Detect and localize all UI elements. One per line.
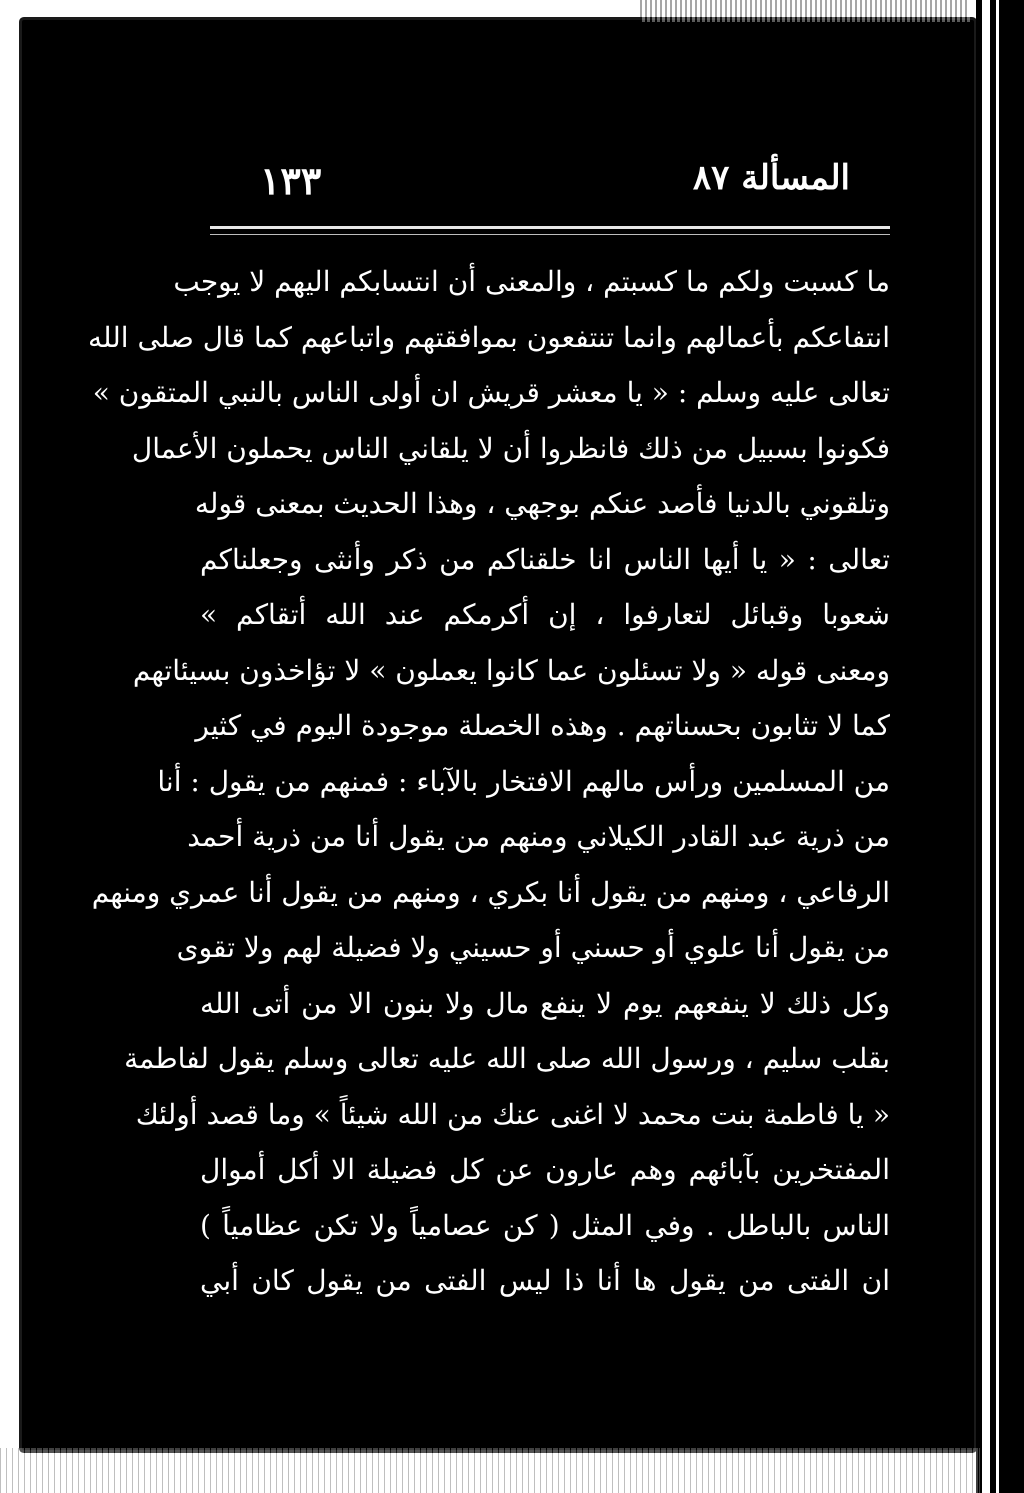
header-rule-thin	[210, 234, 890, 235]
text-line: ان الفتى من يقول ها أنا ذا ليس الفتى من يقول كان أبي	[200, 1264, 890, 1297]
scan-edge-gap	[982, 0, 990, 1493]
text-line: المفتخرين بآبائهم وهم عارون عن كل فضيلة الا أكل أموال	[200, 1153, 890, 1186]
text-line: كما لا تثابون بحسناتهم . وهذه الخصلة موجودة اليوم في كثير	[195, 709, 890, 742]
body-text	[87, 254, 890, 1309]
text-line: تعالى : « يا أيها الناس انا خلقناكم من ذكر وأنثى وجعلناكم	[200, 542, 890, 576]
text-line: الرفاعي ، ومنهم من يقول أنا بكري ، ومنهم من يقول أنا عمري ومنهم	[91, 875, 890, 909]
page-header	[200, 150, 890, 210]
header-rule	[210, 226, 890, 229]
scan-noise-top	[640, 0, 970, 22]
text-line: تعالى عليه وسلم : « يا معشر قريش ان أولى الناس بالنبي المتقون »	[92, 376, 890, 409]
book-page	[87, 150, 890, 1350]
scan-edge-strip	[976, 0, 1024, 1493]
text-line: من يقول أنا علوي أو حسني أو حسيني ولا فضيلة لهم ولا تقوى	[176, 931, 890, 964]
text-line: « يا فاطمة بنت محمد لا اغنى عنك من الله شيئاً » وما قصد أولئك	[135, 1097, 890, 1131]
text-line: بقلب سليم ، ورسول الله صلى الله عليه تعالى وسلم يقول لفاطمة	[124, 1042, 890, 1075]
text-line: فكونوا بسبيل من ذلك فانظروا أن لا يلقاني الناس يحملون الأعمال	[131, 431, 890, 465]
text-line: الناس بالباطل . وفي المثل ( كن عصامياً ولا تكن عظامياً )	[200, 1208, 890, 1242]
scan-edge-gap	[996, 0, 999, 1493]
text-line: شعوبا وقبائل لتعارفوا ، إن أكرمكم عند الله أتقاكم »	[200, 598, 890, 631]
text-line: وتلقوني بالدنيا فأصد عنكم بوجهي ، وهذا الحديث بمعنى قوله	[194, 487, 890, 520]
section-title: المسألة ٨٧	[692, 158, 850, 198]
text-line: ومعنى قوله « ولا تسئلون عما كانوا يعملون » لا تؤاخذون بسيئاتهم	[132, 653, 890, 687]
page-number: ١٣٣	[260, 158, 322, 203]
text-line: ما كسبت ولكم ما كسبتم ، والمعنى أن انتسابكم اليهم لا يوجب	[173, 265, 890, 298]
scan-noise-bottom	[0, 1448, 980, 1493]
text-line: وكل ذلك لا ينفعهم يوم لا ينفع مال ولا بنون الا من أتى الله	[200, 986, 890, 1020]
text-line: انتفاعكم بأعمالهم وانما تنتفعون بموافقتهم واتباعهم كما قال صلى الله	[87, 320, 890, 354]
text-line: من ذرية عبد القادر الكيلاني ومنهم من يقول أنا من ذرية أحمد	[187, 820, 890, 853]
text-line: من المسلمين ورأس مالهم الافتخار بالآباء : فمنهم من يقول : أنا	[157, 764, 890, 798]
